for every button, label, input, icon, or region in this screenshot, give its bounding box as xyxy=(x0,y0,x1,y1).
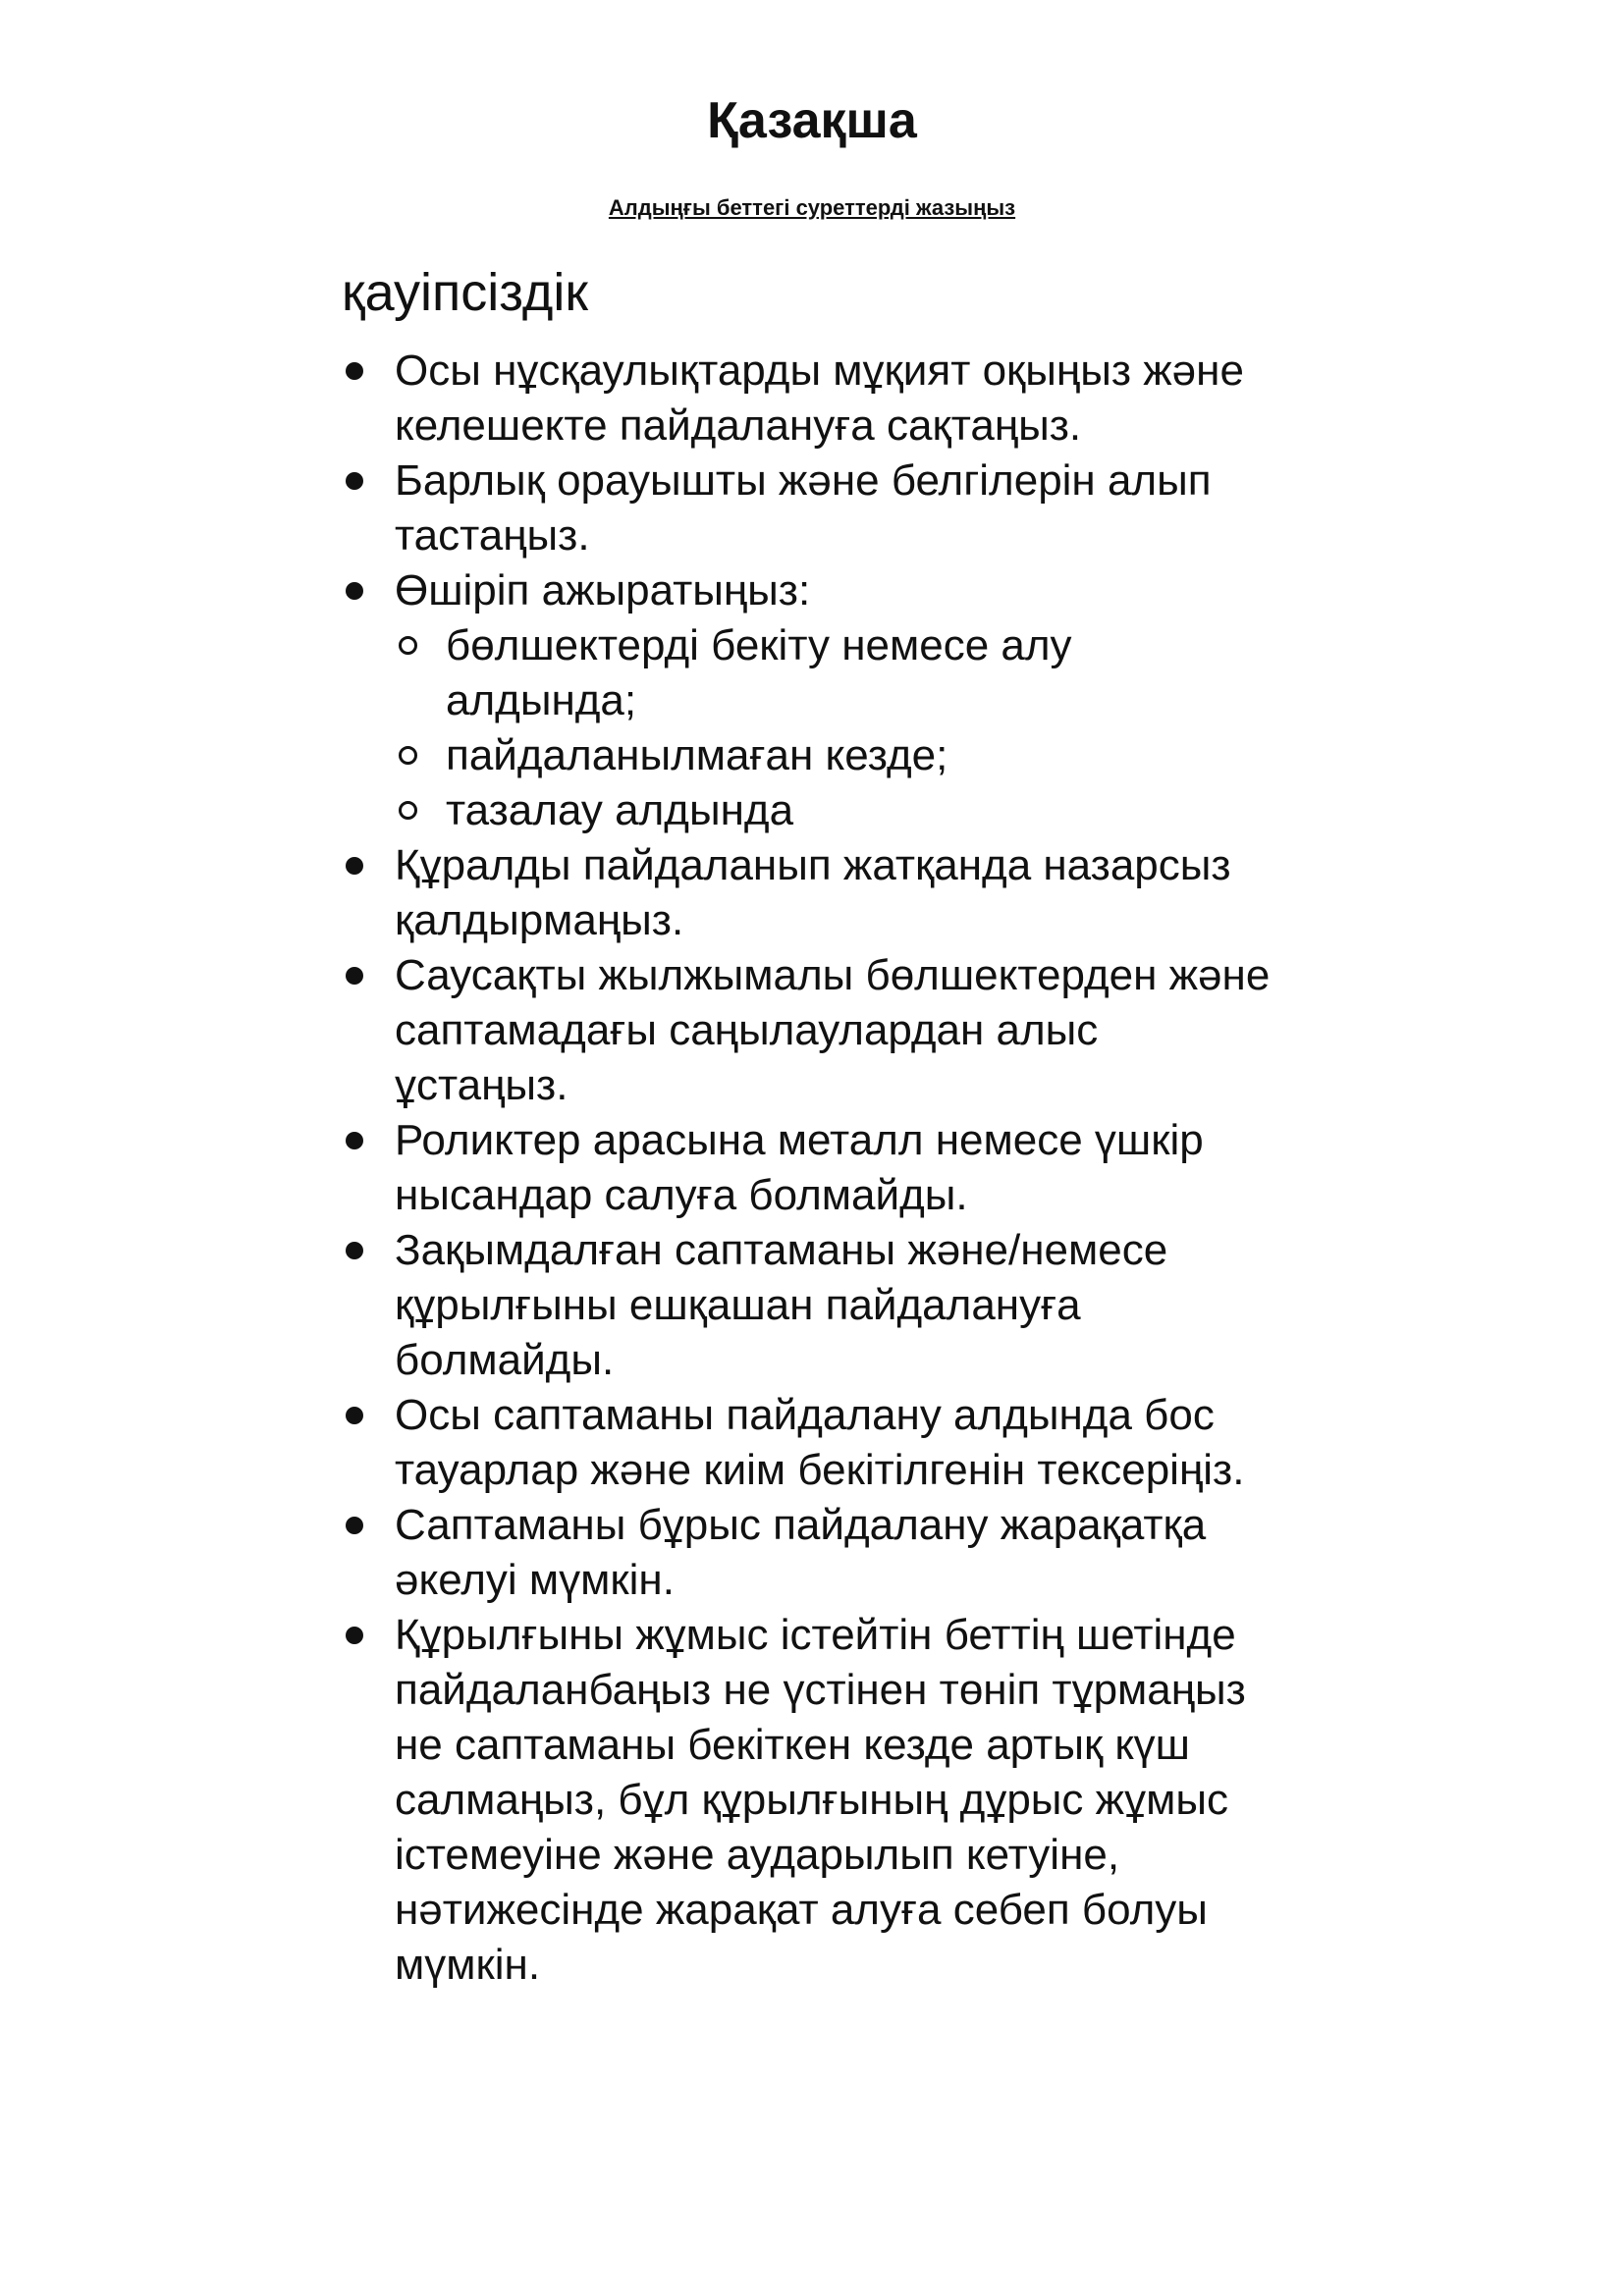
sub-list-item xyxy=(395,618,1192,728)
bullet-icon xyxy=(346,857,363,875)
list-item xyxy=(0,838,1278,948)
list-item xyxy=(0,1113,1278,1223)
sub-list-item xyxy=(395,728,1192,783)
list-item xyxy=(0,1498,1278,1608)
list-item-text: Осы нұсқаулықтарды мұқият оқыңыз және келешекте пайдалануға сақтаңыз. xyxy=(395,347,1244,450)
bullet-icon xyxy=(346,362,363,380)
list-item-text: Өшіріп ажыратыңыз: xyxy=(395,566,811,614)
sub-list-item-text: бөлшектерді бекіту немесе алу алдында; xyxy=(446,621,1072,724)
bullet-icon xyxy=(346,582,363,600)
list-item-text: Барлық орауышты және белгілерін алып тастаңыз. xyxy=(395,456,1212,560)
circle-bullet-icon xyxy=(399,801,417,820)
list-item xyxy=(0,1223,1278,1388)
bullet-icon xyxy=(346,1242,363,1259)
list-item xyxy=(0,344,1278,454)
bullet-icon xyxy=(346,1517,363,1534)
list-item xyxy=(0,1608,1278,1993)
page-subtitle: Алдыңғы беттегі суреттерді жазыңыз xyxy=(608,195,1016,220)
bullet-icon xyxy=(346,1132,363,1149)
list-item-text: Роликтер арасына металл немесе үшкір нысандар салуға болмайды. xyxy=(395,1116,1204,1219)
list-item-text: Құралды пайдаланып жатқанда назарсыз қалдырмаңыз. xyxy=(395,841,1231,944)
list-item xyxy=(0,948,1278,1113)
section-heading-safety: қауіпсіздік xyxy=(342,263,588,322)
list-item-text: Саусақты жылжымалы бөлшектерден және саптамадағы саңылаулардан алыс ұстаңыз. xyxy=(395,951,1271,1109)
list-item-text: Саптаманы бұрыс пайдалану жарақатқа әкелуі мүмкін. xyxy=(395,1501,1207,1604)
page-title: Қазақша xyxy=(707,92,917,149)
sub-list-item xyxy=(395,783,1192,838)
list-item xyxy=(0,454,1278,563)
bullet-icon xyxy=(346,1627,363,1644)
list-item xyxy=(0,1388,1278,1498)
safety-bullet-list xyxy=(0,344,1624,1993)
sub-list xyxy=(395,618,1278,838)
list-item xyxy=(0,563,1278,838)
list-item-text: Құрылғыны жұмыс істейтін беттің шетінде пайдаланбаңыз не үстінен төніп тұрмаңыз не саптаманы бекіткен кезде артық күш салмаңыз, бұл құрылғының дұрыс жұмыс істемеуіне және аударылып кетуіне, нәтижесінде жарақат алуға себеп болуы мүмкін. xyxy=(395,1611,1246,1989)
list-item-text: Осы саптаманы пайдалану алдында бос тауарлар және киім бекітілгенін тексеріңіз. xyxy=(395,1391,1245,1494)
bullet-icon xyxy=(346,967,363,985)
bullet-icon xyxy=(346,1407,363,1424)
sub-list-item-text: тазалау алдында xyxy=(446,786,794,834)
circle-bullet-icon xyxy=(399,636,417,655)
bullet-icon xyxy=(346,472,363,490)
circle-bullet-icon xyxy=(399,746,417,765)
sub-list-item-text: пайдаланылмаған кезде; xyxy=(446,731,948,779)
list-item-text: Зақымдалған саптаманы және/немесе құрылғыны ешқашан пайдалануға болмайды. xyxy=(395,1226,1168,1384)
